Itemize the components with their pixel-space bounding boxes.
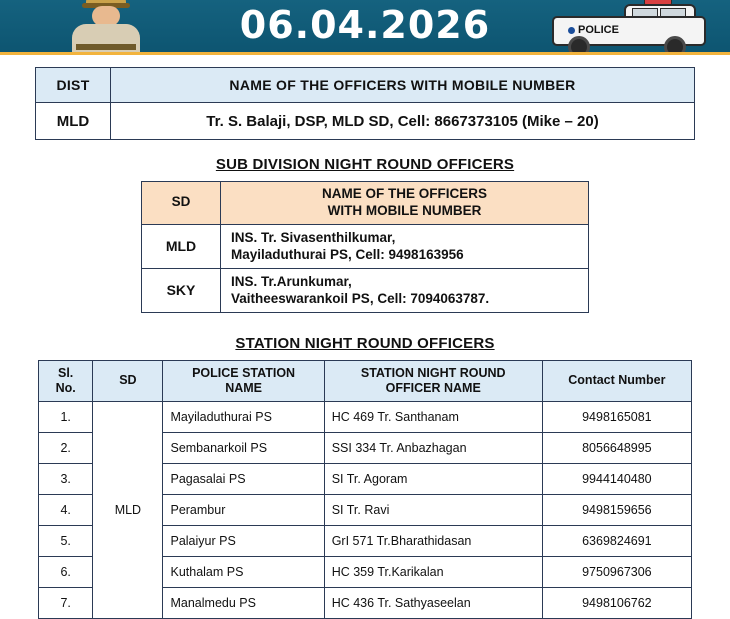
sd-officer-sky-line2: Vaitheeswarankoil PS, Cell: 7094063787. — [231, 291, 490, 307]
sd-officer-sky-line1: INS. Tr.Arunkumar, — [231, 273, 352, 289]
row-sl: 7. — [39, 587, 93, 618]
row-contact: 6369824691 — [542, 525, 691, 556]
dist-officer-header: NAME OF THE OFFICERS WITH MOBILE NUMBER — [111, 68, 695, 103]
district-officer-table — [35, 67, 695, 140]
sd-officer-header — [221, 182, 589, 225]
table-row — [39, 401, 692, 432]
table-row — [36, 103, 695, 140]
table-row — [142, 224, 589, 268]
row-sl: 1. — [39, 401, 93, 432]
sd-officer-header-line2: WITH MOBILE NUMBER — [327, 202, 482, 218]
row-officer: HC 359 Tr.Karikalan — [324, 556, 542, 587]
sl-no-header — [39, 360, 93, 401]
row-station: Manalmedu PS — [163, 587, 324, 618]
sub-division-table — [141, 181, 589, 313]
row-station: Pagasalai PS — [163, 463, 324, 494]
row-contact: 9944140480 — [542, 463, 691, 494]
sd-officer-mld-line1: INS. Tr. Sivasenthilkumar, — [231, 229, 396, 245]
sd-officer-sky — [221, 268, 589, 312]
sd-value-sky: SKY — [142, 268, 221, 312]
police-station-header-line2: NAME — [225, 380, 262, 395]
contact-number-header: Contact Number — [542, 360, 691, 401]
dist-value: MLD — [36, 103, 111, 140]
row-officer: SSI 334 Tr. Anbazhagan — [324, 432, 542, 463]
police-station-header — [163, 360, 324, 401]
officer-name-header-line1: STATION NIGHT ROUND — [360, 365, 506, 380]
sl-no-header-line2: No. — [55, 380, 76, 395]
banner-date: 06.04.2026 — [239, 3, 491, 47]
row-sl: 2. — [39, 432, 93, 463]
sub-division-title: SUB DIVISION NIGHT ROUND OFFICERS — [215, 156, 515, 173]
van-wheel-rear — [664, 36, 686, 55]
station-sd-group: MLD — [93, 401, 163, 618]
table-header-row — [39, 360, 692, 401]
table-row — [142, 268, 589, 312]
van-label: POLICE — [568, 24, 619, 36]
sd-header: SD — [142, 182, 221, 225]
row-station: Palaiyur PS — [163, 525, 324, 556]
sd-column-header: SD — [93, 360, 163, 401]
sd-officer-mld — [221, 224, 589, 268]
row-officer: SI Tr. Agoram — [324, 463, 542, 494]
station-officer-table — [38, 360, 692, 619]
police-van-icon — [552, 2, 702, 52]
row-officer: HC 469 Tr. Santhanam — [324, 401, 542, 432]
row-station: Perambur — [163, 494, 324, 525]
sd-officer-header-line1: NAME OF THE OFFICERS — [322, 186, 487, 201]
sd-officer-mld-line2: Mayiladuthurai PS, Cell: 9498163956 — [231, 247, 464, 263]
row-contact: 9498165081 — [542, 401, 691, 432]
row-contact: 9498159656 — [542, 494, 691, 525]
dist-header: DIST — [36, 68, 111, 103]
dist-officer-value: Tr. S. Balaji, DSP, MLD SD, Cell: 8667373105 (Mike – 20) — [111, 103, 695, 140]
row-sl: 4. — [39, 494, 93, 525]
row-sl: 3. — [39, 463, 93, 494]
row-station: Sembanarkoil PS — [163, 432, 324, 463]
document-body — [0, 55, 730, 619]
row-contact: 9498106762 — [542, 587, 691, 618]
row-officer: HC 436 Tr. Sathyaseelan — [324, 587, 542, 618]
row-contact: 9750967306 — [542, 556, 691, 587]
row-sl: 5. — [39, 525, 93, 556]
sd-value-mld: MLD — [142, 224, 221, 268]
police-station-header-line1: POLICE STATION — [192, 365, 296, 380]
row-sl: 6. — [39, 556, 93, 587]
officer-name-header — [324, 360, 542, 401]
header-banner — [0, 0, 730, 55]
table-header-row — [142, 182, 589, 225]
row-station: Mayiladuthurai PS — [163, 401, 324, 432]
van-wheel-front — [568, 36, 590, 55]
sl-no-header-line1: Sl. — [58, 365, 74, 380]
station-title: STATION NIGHT ROUND OFFICERS — [235, 334, 495, 352]
officer-name-header-line2: OFFICER NAME — [385, 380, 481, 395]
row-station: Kuthalam PS — [163, 556, 324, 587]
row-officer: SI Tr. Ravi — [324, 494, 542, 525]
table-header-row — [36, 68, 695, 103]
row-contact: 8056648995 — [542, 432, 691, 463]
row-officer: GrI 571 Tr.Bharathidasan — [324, 525, 542, 556]
